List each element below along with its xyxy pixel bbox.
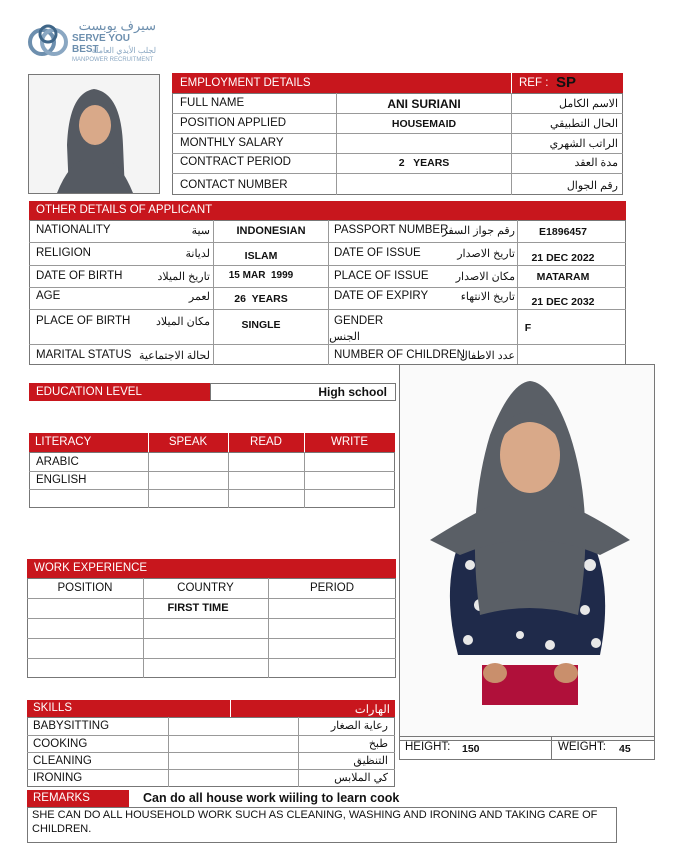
height-label: HEIGHT: (405, 741, 451, 753)
dob-value: 15 MAR 1999 (228, 270, 294, 281)
place-of-birth-label: PLACE OF BIRTH (36, 315, 131, 327)
contact-number-arabic: رقم الجوال (566, 180, 618, 192)
passport-number-label: PASSPORT NUMBER (334, 224, 449, 236)
passport-number-arabic: رقم جواز السفر (442, 225, 515, 237)
height-value: 150 (462, 743, 480, 755)
work-position-header: POSITION (57, 582, 113, 594)
skills-title-arabic: الهارات (354, 704, 390, 716)
applicant-headshot (28, 74, 160, 194)
contract-period-arabic: مدة العقد (574, 157, 618, 169)
nationality-value: INDONESIAN (236, 225, 306, 237)
skill-ironing-arabic: كي الملابس (334, 772, 388, 784)
date-of-expiry-value: 21 DEC 2032 (531, 296, 595, 308)
position-applied-value: HOUSEMAID (391, 118, 457, 130)
education-label: EDUCATION LEVEL (36, 386, 142, 398)
skill-ironing: IRONING (33, 772, 83, 784)
age-value: 26 YEARS (234, 293, 288, 305)
employment-header-title: EMPLOYMENT DETAILS (180, 77, 311, 89)
work-country-header: COUNTRY (177, 582, 234, 594)
passport-number-value: E1896457 (539, 226, 587, 238)
logo-arabic-sub: لجلب الأيدي العاملة (91, 46, 156, 55)
ref-value: SP (556, 74, 577, 91)
marital-status-arabic: لحالة الاجتماعية (138, 350, 210, 362)
contract-period-value: 2 YEARS (398, 157, 450, 169)
literacy-arabic: ARABIC (36, 456, 79, 468)
age-arabic: لعمر (188, 291, 210, 303)
work-period-header: PERIOD (309, 582, 355, 594)
place-of-birth-value: SINGLE (241, 319, 281, 331)
religion-value: ISLAM (244, 250, 278, 262)
speak-header: SPEAK (168, 436, 208, 448)
skills-title: SKILLS (33, 702, 72, 714)
work-experience-title: WORK EXPERIENCE (34, 562, 148, 574)
full-name-arabic: الاسم الكامل (559, 98, 618, 110)
dob-label: DATE OF BIRTH (36, 270, 123, 282)
skill-cooking-arabic: طبخ (368, 738, 388, 750)
skill-cooking: COOKING (33, 738, 88, 750)
children-arabic: عدد الاطفال (459, 350, 515, 362)
applicant-full-photo (399, 364, 655, 741)
logo-arabic-text: سيرف يوبست (78, 18, 156, 33)
place-of-issue-arabic: مكان الاصدار (455, 271, 515, 283)
date-of-expiry-arabic: تاريخ الانتهاء (460, 291, 515, 303)
literacy-english: ENGLISH (36, 474, 87, 486)
other-details-title: OTHER DETAILS OF APPLICANT (36, 204, 213, 216)
weight-label: WEIGHT: (558, 741, 606, 753)
logo-english-text: SERVE YOU BEST (72, 33, 130, 55)
gender-arabic: الجنس (329, 331, 360, 343)
literacy-title: LITERACY (35, 436, 92, 448)
skill-babysitting: BABYSITTING (33, 720, 110, 732)
full-name-label: FULL NAME (180, 97, 245, 109)
full-name-value: ANI SURIANI (387, 97, 461, 111)
headshot-image (29, 75, 159, 193)
place-of-birth-arabic: مكان الميلاد (155, 316, 210, 328)
religion-label: RELIGION (36, 247, 91, 259)
remarks-body: SHE CAN DO ALL HOUSEHOLD WORK SUCH AS CLEANING, WASHING AND IRONING AND TAKING CARE OF CHILDREN. (32, 809, 598, 835)
skill-cleaning-arabic: التنظيق (353, 755, 388, 767)
remarks-label: REMARKS (33, 792, 90, 804)
contract-period-label: CONTRACT PERIOD (180, 156, 291, 168)
contact-number-label: CONTACT NUMBER (180, 179, 288, 191)
date-of-issue-label: DATE OF ISSUE (334, 247, 421, 259)
logo-emblem-icon (26, 20, 70, 64)
skill-cleaning: CLEANING (33, 755, 92, 767)
position-applied-label: POSITION APPLIED (180, 117, 287, 129)
full-body-image (400, 365, 654, 740)
logo-english-sub: MANPOWER RECRUITMENT (72, 57, 154, 63)
date-of-expiry-label: DATE OF EXPIRY (334, 290, 429, 302)
skill-babysitting-arabic: رعاية الصغار (330, 720, 388, 732)
children-label: NUMBER OF CHILDREN (334, 349, 465, 361)
nationality-arabic: سية (191, 225, 210, 237)
company-logo (26, 18, 156, 68)
weight-value: 45 (619, 743, 631, 755)
gender-value: F (524, 322, 532, 334)
write-header: WRITE (330, 436, 369, 448)
date-of-issue-value: 21 DEC 2022 (531, 252, 595, 264)
marital-status-label: MARITAL STATUS (36, 349, 132, 361)
position-applied-arabic: الحال التطبيقي (549, 118, 618, 130)
education-value: High school (318, 385, 387, 399)
place-of-issue-value: MATARAM (536, 271, 590, 283)
gender-label: GENDER (334, 315, 384, 327)
religion-arabic: لديانة (185, 248, 210, 260)
ref-label: REF : (519, 77, 549, 89)
work-first-country: FIRST TIME (167, 602, 229, 614)
monthly-salary-arabic: الراتب الشهري (549, 138, 618, 150)
read-header: READ (250, 436, 282, 448)
monthly-salary-label: MONTHLY SALARY (180, 137, 284, 149)
age-label: AGE (36, 290, 61, 302)
date-of-issue-arabic: تاريخ الاصدار (457, 248, 515, 260)
remarks-headline: Can do all house work wiiling to learn cook (143, 791, 400, 805)
nationality-label: NATIONALITY (36, 224, 111, 236)
dob-arabic: تاريخ الميلاد (157, 271, 210, 283)
place-of-issue-label: PLACE OF ISSUE (334, 270, 429, 282)
